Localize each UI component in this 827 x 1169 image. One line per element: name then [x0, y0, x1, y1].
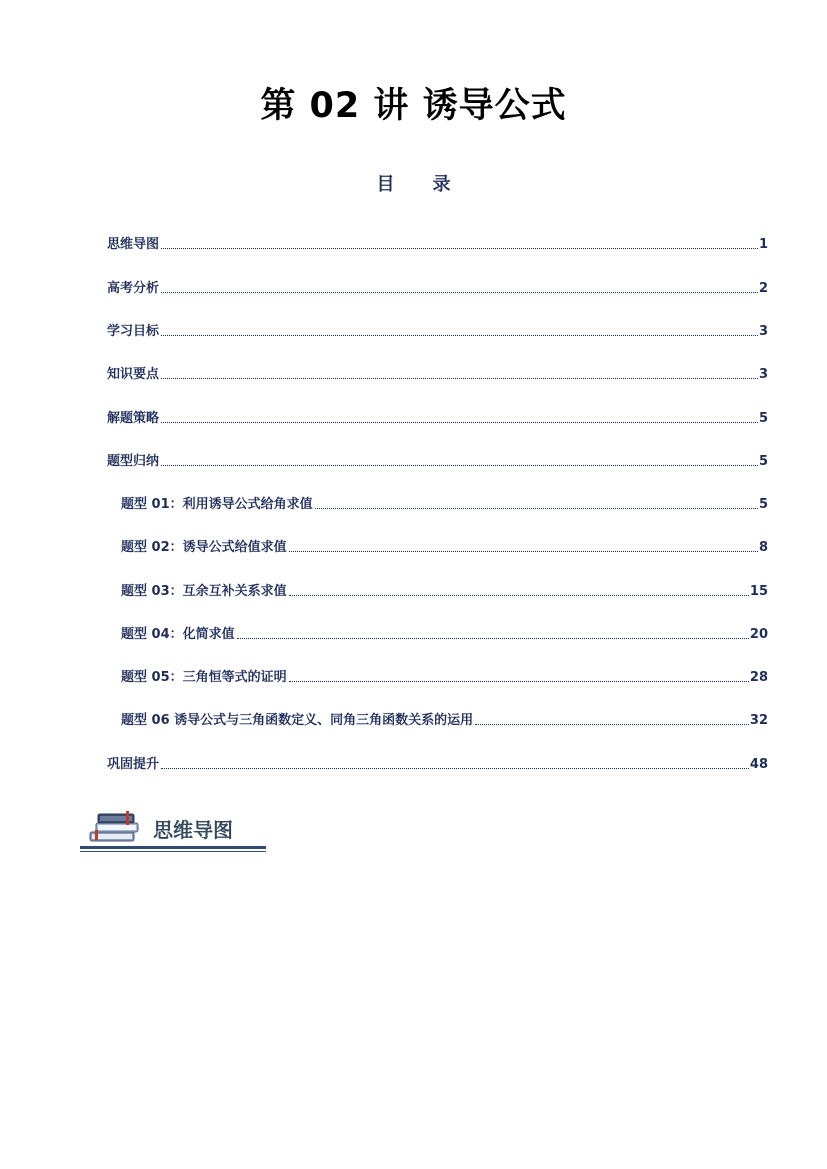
toc-entry-label: 题型 01：利用诱导公式给角求值 — [121, 497, 313, 512]
dot-leader — [161, 465, 758, 466]
toc-entry-label: 巩固提升 — [107, 757, 160, 772]
toc-entry-mind-map[interactable] — [107, 236, 768, 254]
toc-entry-label: 解题策略 — [107, 411, 160, 426]
toc-entry-key-points[interactable] — [107, 366, 768, 384]
toc-entry-label: 题型 06 诱导公式与三角函数定义、同角三角函数关系的运用 — [121, 713, 474, 728]
toc-entry-type-03[interactable] — [121, 583, 768, 601]
toc-entry-label: 题型归纳 — [107, 454, 160, 469]
toc-entry-label: 题型 02：诱导公式给值求值 — [121, 540, 287, 555]
toc-entry-exam-analysis[interactable] — [107, 280, 768, 298]
toc-entry-page: 20 — [749, 627, 768, 642]
toc-entry-label: 高考分析 — [107, 281, 160, 296]
dot-leader — [161, 422, 758, 423]
dot-leader — [289, 595, 749, 596]
dot-leader — [161, 292, 758, 293]
toc-heading: 目录 — [376, 174, 489, 195]
divider — [80, 846, 266, 849]
dot-leader — [289, 551, 758, 552]
page-title: 第 02 讲 诱导公式 — [260, 86, 567, 126]
toc-entry-page: 28 — [749, 670, 768, 685]
toc-entry-page: 5 — [758, 454, 768, 469]
toc-entry-type-01[interactable] — [121, 496, 768, 514]
toc-entry-label: 思维导图 — [107, 237, 160, 252]
dot-leader — [161, 335, 758, 336]
toc-entry-learning-goals[interactable] — [107, 323, 768, 341]
toc-entry-label: 题型 05：三角恒等式的证明 — [121, 670, 287, 685]
toc-entry-consolidation[interactable] — [107, 756, 768, 774]
toc-entry-label: 知识要点 — [107, 367, 160, 382]
dot-leader — [161, 378, 758, 379]
toc-entry-label: 学习目标 — [107, 324, 160, 339]
toc-entry-page: 5 — [758, 497, 768, 512]
toc-entry-page: 5 — [758, 411, 768, 426]
toc-entry-page: 15 — [749, 584, 768, 599]
toc-entry-type-05[interactable] — [121, 669, 768, 687]
toc-entry-page: 3 — [758, 324, 768, 339]
toc-entry-page: 48 — [749, 757, 768, 772]
toc-entry-page: 1 — [758, 237, 768, 252]
toc-entry-type-04[interactable] — [121, 626, 768, 644]
toc-entry-strategies[interactable] — [107, 410, 768, 428]
dot-leader — [161, 248, 758, 249]
toc-entry-question-types[interactable] — [107, 453, 768, 471]
toc-entry-page: 8 — [758, 540, 768, 555]
toc-entry-label: 题型 04：化简求值 — [121, 627, 235, 642]
section-title: 思维导图 — [153, 818, 233, 842]
toc-entry-type-06[interactable] — [121, 712, 768, 730]
divider — [80, 851, 266, 852]
toc-entry-label: 题型 03：互余互补关系求值 — [121, 584, 287, 599]
toc-entry-page: 2 — [758, 281, 768, 296]
toc-entry-type-02[interactable] — [121, 539, 768, 557]
dot-leader — [315, 508, 758, 509]
toc-entry-page: 3 — [758, 367, 768, 382]
dot-leader — [289, 681, 749, 682]
dot-leader — [237, 638, 749, 639]
books-icon — [86, 806, 146, 846]
toc-entry-page: 32 — [749, 713, 768, 728]
dot-leader — [475, 724, 749, 725]
section-banner-mind-map — [80, 806, 266, 852]
dot-leader — [161, 768, 749, 769]
